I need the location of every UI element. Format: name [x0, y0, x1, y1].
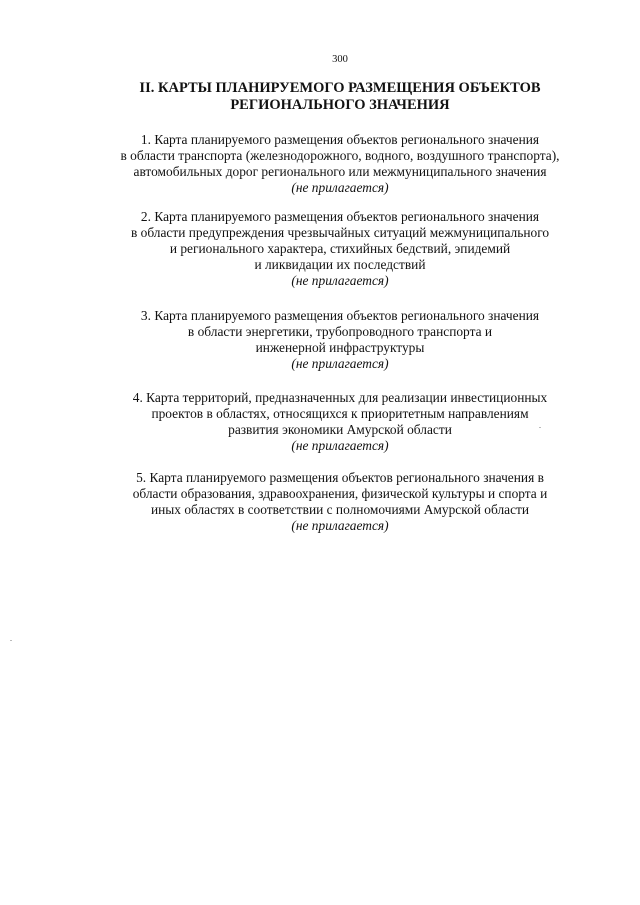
item-line: и ликвидации их последствий: [254, 257, 426, 272]
map-item-5: [0, 470, 640, 534]
item-line: инженерной инфраструктуры: [255, 340, 425, 355]
item-line: в области энергетики, трубопроводного транспорта и: [187, 324, 493, 339]
map-item-1: [0, 132, 640, 196]
item-line: проектов в областях, относящихся к приоритетным направлениям: [151, 406, 529, 421]
section-title-line: II. КАРТЫ ПЛАНИРУЕМОГО РАЗМЕЩЕНИЯ ОБЪЕКТОВ: [139, 80, 541, 96]
section-title-line: РЕГИОНАЛЬНОГО ЗНАЧЕНИЯ: [230, 97, 450, 113]
item-line: иных областях в соответствии с полномочиями Амурской области: [150, 502, 530, 517]
item-line: автомобильных дорог регионального или межмуниципального значения: [133, 164, 547, 179]
map-item-3: [0, 308, 640, 372]
item-line: в области предупреждения чрезвычайных ситуаций межмуниципального: [130, 225, 550, 240]
map-item-2: [0, 209, 640, 289]
map-item-4: [0, 390, 640, 454]
page-number: 300: [332, 54, 348, 65]
item-note: (не прилагается): [291, 356, 389, 371]
item-line: в области транспорта (железнодорожного, водного, воздушного транспорта),: [120, 148, 560, 163]
item-note: (не прилагается): [291, 180, 389, 195]
item-line: 5. Карта планируемого размещения объектов регионального значения в: [136, 470, 544, 485]
section-title: [0, 80, 640, 114]
scan-speck: [539, 427, 541, 428]
scan-speck: [10, 640, 12, 641]
item-line: 2. Карта планируемого размещения объектов регионального значения: [140, 209, 540, 224]
item-line: и регионального характера, стихийных бедствий, эпидемий: [169, 241, 511, 256]
item-line: области образования, здравоохранения, физической культуры и спорта и: [132, 486, 548, 501]
item-line: 3. Карта планируемого размещения объектов регионального значения: [140, 308, 540, 323]
item-note: (не прилагается): [291, 273, 389, 288]
item-line: развития экономики Амурской области: [228, 422, 452, 437]
item-line: 4. Карта территорий, предназначенных для реализации инвестиционных: [132, 390, 548, 405]
item-note: (не прилагается): [291, 438, 389, 453]
item-line: 1. Карта планируемого размещения объектов регионального значения: [140, 132, 540, 147]
item-note: (не прилагается): [291, 518, 389, 533]
